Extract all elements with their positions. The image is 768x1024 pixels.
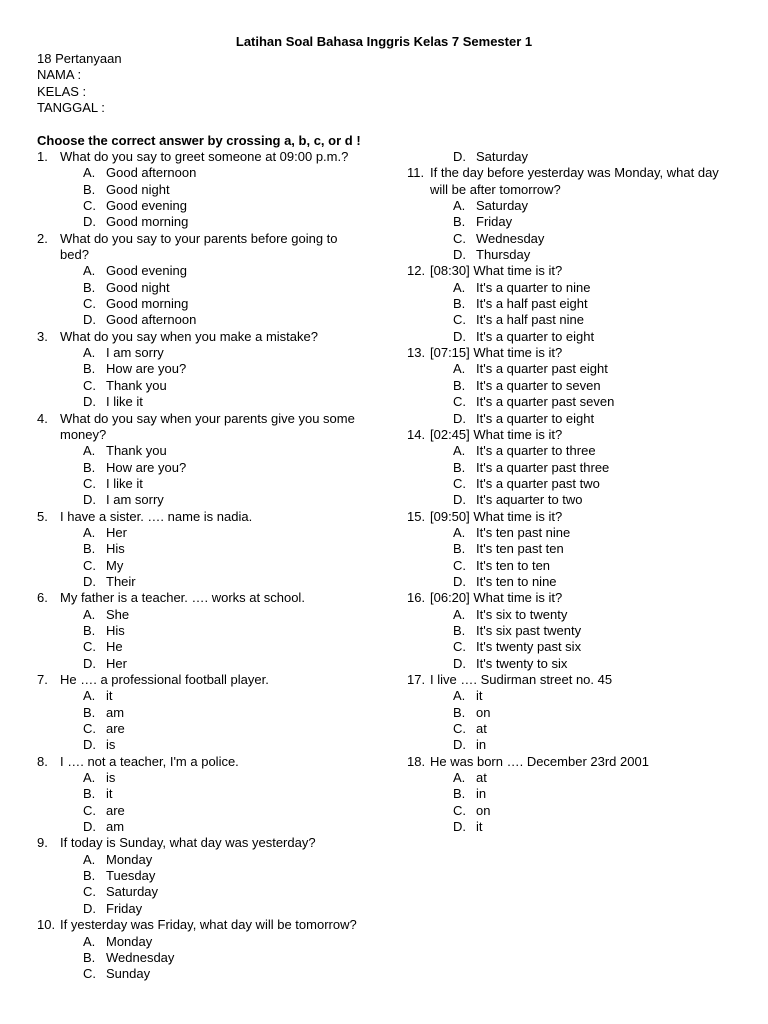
option-text: Their	[106, 573, 136, 589]
answer-option	[407, 705, 747, 721]
option-letter: A.	[83, 443, 96, 459]
option-text: Thank you	[106, 443, 167, 459]
question-number: 7.	[37, 672, 48, 687]
answer-option	[37, 492, 397, 508]
answer-option	[37, 966, 397, 982]
answer-option	[407, 149, 747, 165]
question-line	[37, 590, 397, 606]
option-letter: A.	[83, 770, 96, 786]
option-letter: A.	[83, 345, 96, 361]
option-text: it	[476, 819, 483, 835]
option-letter: A.	[83, 263, 96, 279]
answer-option	[407, 476, 747, 492]
option-text: Saturday	[106, 884, 159, 900]
answer-option	[37, 852, 397, 868]
question-text: money?	[60, 426, 107, 442]
option-text: in	[476, 737, 487, 753]
option-letter: C.	[83, 475, 96, 491]
option-text: I am sorry	[106, 345, 164, 361]
question-text: What do you say to greet someone at 09:00 p.m.?	[60, 149, 349, 164]
option-letter: A.	[83, 688, 96, 704]
answer-option	[37, 950, 397, 966]
option-letter: A.	[453, 279, 466, 295]
option-letter: C.	[83, 557, 96, 573]
question-number: 2.	[37, 230, 48, 246]
question-line	[37, 427, 397, 443]
option-letter: D.	[453, 410, 466, 426]
answer-option	[407, 492, 747, 508]
answer-option	[407, 737, 747, 753]
option-text: Saturday	[476, 198, 529, 214]
option-text: it	[106, 688, 113, 704]
answer-option	[407, 558, 747, 574]
answer-option	[407, 394, 747, 410]
option-text: It's a quarter to eight	[476, 328, 595, 344]
answer-option	[37, 705, 397, 721]
option-letter: C.	[453, 802, 466, 818]
option-letter: D.	[453, 328, 466, 344]
answer-option	[37, 607, 397, 623]
answer-option	[37, 312, 397, 328]
option-letter: A.	[83, 606, 96, 622]
answer-option	[407, 280, 747, 296]
option-letter: B.	[83, 541, 96, 557]
option-text: on	[476, 704, 491, 720]
option-letter: B.	[83, 622, 96, 638]
question-number: 6.	[37, 590, 48, 606]
answer-option	[407, 525, 747, 541]
option-text: is	[106, 770, 116, 786]
option-text: She	[106, 606, 130, 622]
question-text: He was born …. December 23rd 2001	[430, 753, 649, 769]
option-letter: B.	[453, 214, 466, 230]
option-letter: C.	[83, 802, 96, 818]
answer-option	[407, 329, 747, 345]
option-text: Wednesday	[106, 949, 175, 965]
question-text: I have a sister. …. name is nadia.	[60, 508, 253, 524]
question-line	[37, 754, 397, 770]
option-letter: C.	[453, 312, 466, 328]
answer-option	[37, 460, 397, 476]
option-letter: A.	[83, 165, 96, 181]
option-letter: C.	[453, 639, 466, 655]
question-line	[37, 835, 397, 851]
option-text: It's a quarter past eight	[476, 361, 608, 377]
question-number: 17.	[407, 672, 426, 687]
answer-option	[407, 247, 747, 263]
answer-option	[37, 901, 397, 917]
option-letter: B.	[453, 459, 466, 475]
option-letter: A.	[453, 198, 466, 214]
option-text: It's six to twenty	[476, 606, 568, 622]
question-number: 11.	[407, 165, 425, 181]
answer-option	[407, 231, 747, 247]
answer-option	[37, 361, 397, 377]
question-line	[407, 345, 747, 361]
option-letter: B.	[83, 786, 96, 802]
option-letter: D.	[453, 819, 466, 835]
answer-option	[407, 656, 747, 672]
option-letter: D.	[83, 737, 96, 753]
answer-option	[37, 656, 397, 672]
option-letter: C.	[83, 198, 96, 214]
answer-option	[37, 182, 397, 198]
option-text: on	[476, 802, 491, 818]
answer-option	[407, 721, 747, 737]
option-letter: D.	[453, 247, 466, 263]
question-text: [06:20] What time is it?	[430, 590, 563, 606]
answer-option	[37, 214, 397, 230]
question-line	[407, 263, 747, 279]
option-letter: D.	[83, 655, 96, 671]
option-text: Thank you	[106, 377, 167, 393]
option-letter: D.	[83, 573, 96, 589]
option-letter: A.	[453, 443, 466, 459]
option-text: I like it	[106, 475, 143, 491]
option-text: Monday	[106, 933, 153, 949]
option-text: are	[106, 721, 125, 737]
option-text: I like it	[106, 394, 143, 410]
option-text: How are you?	[106, 459, 187, 475]
option-letter: D.	[453, 737, 466, 753]
answer-option	[37, 378, 397, 394]
option-text: at	[476, 770, 487, 786]
student-info	[37, 51, 122, 116]
answer-option	[37, 868, 397, 884]
option-text: It's ten past ten	[476, 541, 564, 557]
question-line	[37, 247, 397, 263]
option-text: it	[476, 688, 483, 704]
answer-option	[407, 574, 747, 590]
option-text: am	[106, 819, 125, 835]
question-line	[37, 231, 397, 247]
date-label: TANGGAL :	[37, 100, 105, 116]
option-text: Good afternoon	[106, 312, 197, 328]
answer-option	[407, 541, 747, 557]
question-number: 14.	[407, 426, 426, 442]
option-letter: A.	[83, 524, 96, 540]
answer-option	[407, 819, 747, 835]
option-text: My	[106, 557, 124, 573]
option-letter: C.	[83, 884, 96, 900]
option-text: It's a quarter past two	[476, 475, 600, 491]
option-letter: B.	[453, 704, 466, 720]
question-number: 1.	[37, 149, 48, 164]
option-text: Friday	[476, 214, 513, 230]
option-text: Thursday	[476, 247, 531, 263]
answer-option	[37, 394, 397, 410]
question-text: I live …. Sudirman street no. 45	[430, 672, 613, 687]
option-text: It's a quarter to eight	[476, 410, 595, 426]
option-text: Monday	[106, 851, 153, 867]
option-letter: B.	[453, 377, 466, 393]
option-letter: D.	[453, 492, 466, 508]
answer-option	[37, 558, 397, 574]
option-text: Good morning	[106, 296, 189, 312]
option-letter: D.	[453, 573, 466, 589]
option-text: It's six past twenty	[476, 622, 582, 638]
question-text: I …. not a teacher, I'm a police.	[60, 753, 239, 769]
answer-option	[37, 721, 397, 737]
option-letter: C.	[453, 475, 466, 491]
option-text: It's a quarter to three	[476, 443, 596, 459]
question-number: 18.	[407, 753, 426, 769]
option-letter: B.	[83, 181, 96, 197]
option-letter: B.	[83, 279, 96, 295]
option-text: Her	[106, 524, 127, 540]
answer-option	[37, 737, 397, 753]
answer-option	[37, 296, 397, 312]
option-text: How are you?	[106, 361, 187, 377]
answer-option	[37, 198, 397, 214]
name-label: NAMA :	[37, 67, 82, 83]
question-text: [08:30] What time is it?	[430, 263, 563, 279]
option-text: It's twenty to six	[476, 655, 568, 671]
question-number: 13.	[407, 345, 426, 361]
answer-option	[407, 623, 747, 639]
option-text: in	[476, 786, 487, 802]
question-text: If the day before yesterday was Monday, what day	[430, 165, 719, 181]
option-letter: D.	[83, 900, 96, 916]
option-text: His	[106, 622, 125, 638]
answer-option	[407, 803, 747, 819]
question-line	[407, 182, 747, 198]
question-line	[407, 509, 747, 525]
option-text: Good afternoon	[106, 165, 197, 181]
question-number: 3.	[37, 328, 48, 344]
instruction: Choose the correct answer by crossing a, b, c, or d !	[37, 133, 361, 148]
question-text: [02:45] What time is it?	[430, 426, 563, 442]
answer-option	[407, 378, 747, 394]
option-text: is	[106, 737, 116, 753]
answer-option	[37, 934, 397, 950]
answer-option	[407, 296, 747, 312]
option-letter: C.	[83, 296, 96, 312]
question-line	[407, 590, 747, 606]
option-letter: A.	[453, 606, 466, 622]
class-label: KELAS :	[37, 83, 87, 99]
option-letter: C.	[83, 377, 96, 393]
answer-option	[407, 607, 747, 623]
option-letter: B.	[83, 704, 96, 720]
answer-option	[407, 460, 747, 476]
question-line	[407, 165, 747, 181]
answer-option	[37, 884, 397, 900]
option-text: It's aquarter to two	[476, 492, 583, 508]
option-letter: A.	[83, 851, 96, 867]
question-number: 9.	[37, 835, 48, 851]
question-text: If yesterday was Friday, what day will be tomorrow?	[60, 917, 357, 933]
option-letter: B.	[453, 541, 466, 557]
answer-option	[37, 541, 397, 557]
option-letter: D.	[83, 394, 96, 410]
answer-option	[37, 639, 397, 655]
option-text: It's twenty past six	[476, 639, 582, 655]
option-letter: D.	[83, 214, 96, 230]
option-letter: A.	[453, 770, 466, 786]
option-text: It's ten to ten	[476, 557, 551, 573]
answer-option	[37, 345, 397, 361]
option-letter: D.	[83, 819, 96, 835]
answer-option	[407, 361, 747, 377]
answer-option	[37, 280, 397, 296]
option-letter: A.	[453, 524, 466, 540]
question-count: 18 Pertanyaan	[37, 51, 122, 66]
answer-option	[37, 688, 397, 704]
question-number: 15.	[407, 508, 426, 524]
question-line	[407, 754, 747, 770]
option-letter: C.	[453, 721, 466, 737]
option-text: It's a quarter past seven	[476, 394, 615, 410]
option-text: It's a half past nine	[476, 312, 584, 328]
option-letter: B.	[83, 868, 96, 884]
option-letter: D.	[453, 655, 466, 671]
option-text: His	[106, 541, 125, 557]
option-letter: D.	[83, 492, 96, 508]
option-text: Good evening	[106, 263, 187, 279]
option-text: Good night	[106, 181, 170, 197]
answer-option	[37, 623, 397, 639]
option-letter: A.	[83, 933, 96, 949]
answer-option	[407, 411, 747, 427]
option-text: I am sorry	[106, 492, 164, 508]
option-text: Tuesday	[106, 868, 156, 884]
question-text: What do you say to your parents before going to	[60, 230, 338, 246]
answer-option	[37, 803, 397, 819]
question-text: will be after tomorrow?	[430, 181, 561, 197]
answer-option	[37, 786, 397, 802]
option-text: at	[476, 721, 487, 737]
question-line	[37, 672, 397, 688]
question-number: 5.	[37, 508, 48, 524]
question-line	[37, 917, 397, 933]
question-line	[37, 411, 397, 427]
option-letter: C.	[453, 230, 466, 246]
right-column	[407, 149, 747, 835]
option-text: Good evening	[106, 198, 187, 214]
option-letter: B.	[83, 361, 96, 377]
question-line	[407, 672, 747, 688]
answer-option	[407, 443, 747, 459]
option-letter: A.	[453, 361, 466, 377]
option-text: it	[106, 786, 113, 802]
option-letter: A.	[453, 688, 466, 704]
answer-option	[37, 263, 397, 279]
option-text: It's a half past eight	[476, 296, 588, 312]
answer-option	[407, 312, 747, 328]
question-number: 12.	[407, 263, 426, 279]
option-letter: D.	[83, 312, 96, 328]
question-line	[407, 427, 747, 443]
question-text: [07:15] What time is it?	[430, 345, 563, 361]
option-text: are	[106, 802, 125, 818]
question-number: 4.	[37, 410, 48, 426]
answer-option	[407, 688, 747, 704]
question-line	[37, 329, 397, 345]
answer-option	[37, 476, 397, 492]
answer-option	[37, 525, 397, 541]
question-text: bed?	[60, 247, 89, 263]
option-letter: C.	[453, 394, 466, 410]
question-text: He …. a professional football player.	[60, 672, 269, 687]
option-letter: B.	[453, 296, 466, 312]
answer-option	[407, 639, 747, 655]
option-text: Saturday	[476, 149, 529, 164]
option-letter: B.	[453, 622, 466, 638]
question-line	[37, 149, 397, 165]
answer-option	[37, 770, 397, 786]
option-text: It's a quarter to seven	[476, 377, 601, 393]
option-text: Friday	[106, 900, 143, 916]
answer-option	[407, 198, 747, 214]
option-text: He	[106, 639, 123, 655]
option-letter: D.	[453, 149, 466, 164]
option-text: It's ten to nine	[476, 573, 557, 589]
page-title: Latihan Soal Bahasa Inggris Kelas 7 Semester 1	[235, 34, 533, 49]
answer-option	[407, 214, 747, 230]
answer-option	[37, 819, 397, 835]
option-letter: C.	[453, 557, 466, 573]
question-text: My father is a teacher. …. works at school.	[60, 590, 305, 606]
option-text: It's ten past nine	[476, 524, 571, 540]
option-text: Good night	[106, 279, 170, 295]
question-line	[37, 509, 397, 525]
left-column	[37, 149, 397, 983]
answer-option	[37, 574, 397, 590]
question-number: 8.	[37, 753, 48, 769]
question-text: [09:50] What time is it?	[430, 508, 563, 524]
option-text: It's a quarter to nine	[476, 279, 591, 295]
question-text: What do you say when you make a mistake?	[60, 328, 318, 344]
question-text: If today is Sunday, what day was yesterday?	[60, 835, 316, 851]
option-text: Good morning	[106, 214, 189, 230]
question-number: 10.	[37, 917, 56, 933]
question-number: 16.	[407, 590, 426, 606]
answer-option	[37, 443, 397, 459]
option-letter: C.	[83, 966, 96, 982]
question-text: What do you say when your parents give you some	[60, 410, 355, 426]
answer-option	[407, 770, 747, 786]
option-text: Sunday	[106, 966, 151, 982]
option-letter: C.	[83, 721, 96, 737]
answer-option	[407, 786, 747, 802]
option-text: Wednesday	[476, 230, 545, 246]
option-letter: B.	[83, 949, 96, 965]
option-letter: B.	[83, 459, 96, 475]
option-text: Her	[106, 655, 127, 671]
option-letter: C.	[83, 639, 96, 655]
option-text: It's a quarter past three	[476, 459, 610, 475]
option-letter: B.	[453, 786, 466, 802]
option-text: am	[106, 704, 125, 720]
answer-option	[37, 165, 397, 181]
